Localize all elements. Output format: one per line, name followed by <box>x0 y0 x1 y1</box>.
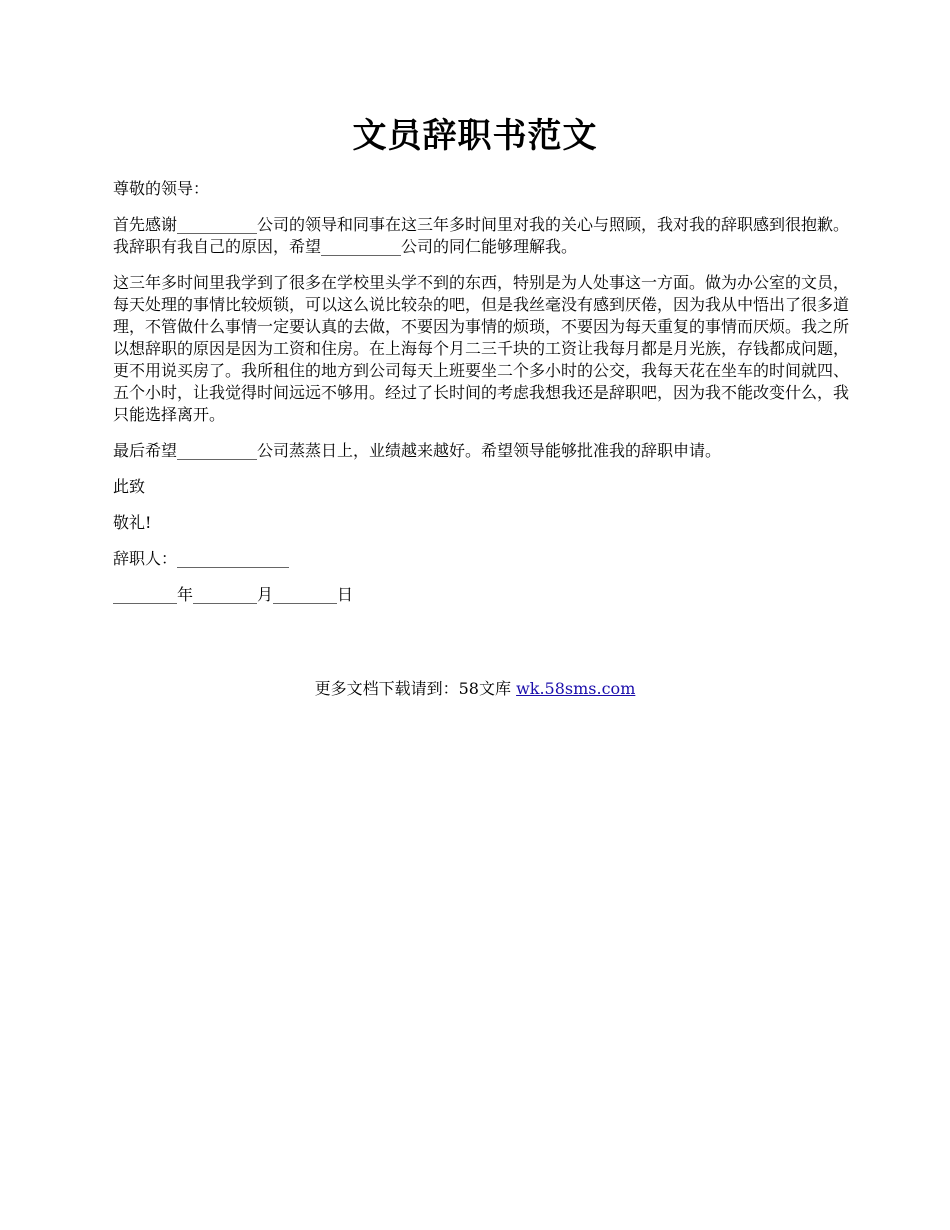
document-body <box>113 178 849 620</box>
regards-line: 敬礼! <box>113 513 152 532</box>
closing-line: 此致 <box>113 477 146 496</box>
signer-line: 辞职人：______________ <box>113 549 290 568</box>
paragraph-reasons: 这三年多时间里我学到了很多在学校里头学不到的东西，特别是为人处事这一方面。做为办公室的文员，每天处理的事情比较烦锁，可以这么说比较杂的吧，但是我丝毫没有感到厌倦，因为我从中悟出了很多道理，不管做什么事情一定要认真的去做，不要因为事情的烦琐，不要因为每天重复的事情而厌烦。我之所以想辞职的原因是因为工资和住房。在上海每个月二三千块的工资让我每月都是月光族，存钱都成问题，更不用说买房了。我所租住的地方到公司每天上班要坐二个多小时的公交，我每天花在坐车的时间就四、五个小时，让我觉得时间远远不够用。经过了长时间的考虑我想我还是辞职吧，因为我不能改变什么，我只能选择离开。 <box>113 273 850 424</box>
date-line: ________年________月________日 <box>113 585 354 604</box>
footer-text: 更多文档下载请到：58文库 <box>314 679 517 698</box>
paragraph-thanks: 首先感谢__________公司的领导和同事在这三年多时间里对我的关心与照顾，我对我的辞职感到很抱歉。我辞职有我自己的原因，希望__________公司的同仁能够理解我。 <box>113 215 850 256</box>
paragraph-wishes: 最后希望__________公司蒸蒸日上，业绩越来越好。希望领导能够批准我的辞职申请。 <box>113 441 722 460</box>
document-title: 文员辞职书范文 <box>352 116 598 156</box>
download-footer <box>0 678 950 700</box>
footer-link[interactable]: wk.58sms.com <box>516 679 636 698</box>
salutation: 尊敬的领导： <box>113 179 210 198</box>
